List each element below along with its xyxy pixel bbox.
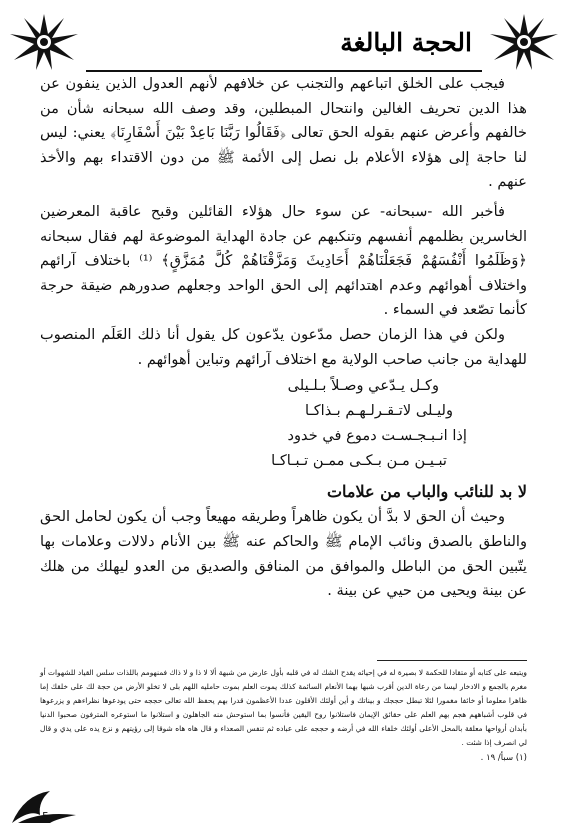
header-title: الحجة البالغة [340,28,472,57]
section-heading: لا بد للنائب والباب من علامات [326,482,527,502]
starburst-ornament-icon [488,12,560,72]
footnote-reference: (١) سبأ/ ١٩ . [480,752,527,763]
starburst-ornament-icon [8,12,80,72]
poem-verse: وليـلى لاتـقـرلـهـم بـذاكـا [305,401,453,419]
main-text [40,72,527,604]
paragraph: فيجب على الخلق اتباعهم والتجنب عن خلافهم لأنهم العدول الذين ينفون عن هذا الدين تحريف الغالين وانتحال المبطلين، وقد وصف الله سبحانه شأن من خالفهم وأعرض عنهم بقوله الحق تعالى ﴿فَقَالُوا رَبَّنَا بَاعِدْ بَيْنَ أَسْفَارِنَا﴾ يعني: ليس لنا حاجة إلى هؤلاء الأعلام بل نصل إلى الأئمة ﷺ من دون الاقتداء بهم والأخذ عنهم . [40,75,527,191]
page-number: 5 [42,810,49,823]
footnote-divider [377,660,527,661]
footnotes [40,666,527,765]
paragraph: فأخبر الله -سبحانه- عن سوء حال هؤلاء القائلين وقبح عاقبة المعرضين الخاسرين بظلمهم أنفسهم وتنكبهم عن جادة الهداية الموضوعة لهم فقال سبحانه ﴿وَظَلَمُوا أَنْفُسَهُمْ فَجَعَلْنَاهُمْ أَحَادِيثَ وَمَزَّقْنَاهُمْ كُلَّ مُمَزَّقٍ﴾ ⁽¹⁾ باختلاف آرائهم واختلاف أهوائهم وعدم اهتدائهم إلى الحق الواحد وجعلهم صدورهم ضيقة حرجة كأنما تصّعد في السماء . [40,202,527,319]
header-ornament [8,10,560,72]
poem-verse: وكـل يـدّعي وصـلاً بـلـيلى [287,377,439,395]
footnote-text: ويتبعه على كتابه أو متقادا للحكمة لا بصيرة له في إحيائه يقدح الشك له في قلبه بأول عارض من شبهة ألا لا ذا و لا ذاك فمنهومم باللذات سلس القياد للشهوات أو مغرم بالجمع و الادخار ليسا من رعاة الدين أقرب شبها بهما الأنعام السائمة كذلك يموت العلم بموت حامليه اللهم بلى لا تخلو الأرض من حجة لك على خلقك إما ظاهرا معلوما أو خائفا مغمورا لئلا تبطل حججك و بيناتك و أين أولئك الأقلون عددا الأعظمون قدرا بهم يحفظ الله تعالى حججه حتى يودعوها نظراءهم و يزرعوها في قلوب أشباههم هجم بهم العلم على حقائق الإيمان فاستلانوا روح اليقين فأنسوا بما استوحش منه الجاهلون و استلانوا ما استوعره المترفون صحبوا الدنيا بأبدان أرواحها معلقة بالمحل الأعلى أولئك خلفاء الله في أرضه و حججه على عباده ثم تنفس الصعداء و قال هاه هاه شوقا إلى رؤيتهم و نزع يده على يدي و قال لي انصرف إذا شئت . [40,668,527,748]
poem [177,374,467,473]
paragraph: ولكن في هذا الزمان حصل مدّعون يدّعون كل يقول أنا ذلك العَلَم المنصوب للهداية من جانب صاحب الولاية مع اختلاف آرائهم وتباين أهوائهم . [40,325,527,368]
paragraph: وحيث أن الحق لا بدَّ أن يكون ظاهراً وطريقه مهيعاً وجب أن يكون لحامل الحق والناطق بالصدق ونائب الإمام ﷺ والحاكم عنه ﷺ بين الأنام دلالات وعلامات بها يتّبين الحق من الباطل والموافق من المنافق والصديق من العدو ليهلك من هلك عن بينة ويحيى من حيي عن بينة . [40,508,527,600]
poem-verse: تبـيـن مـن بـكـى ممـن تـبـاكـا [271,451,447,469]
poem-verse: إذا انـبـجـسـت دموع في خدود [287,426,467,444]
